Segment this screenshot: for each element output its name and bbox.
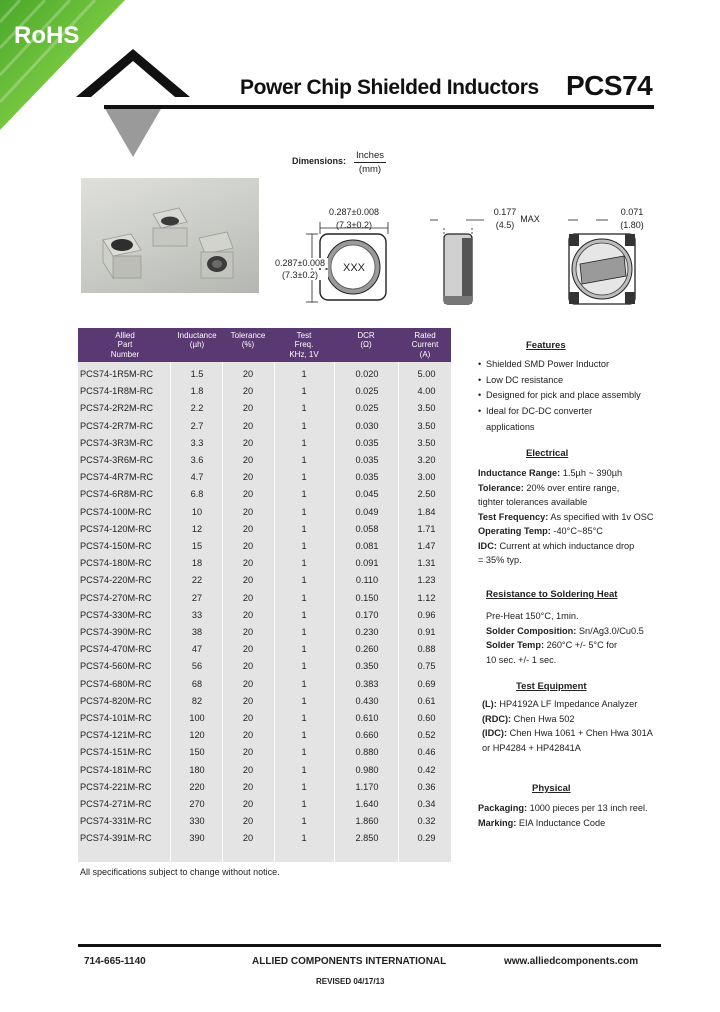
dcr-cell: 1.860	[355, 816, 379, 827]
test-freq-cell: 1	[301, 799, 307, 809]
dcr-cell: 0.025	[355, 403, 379, 414]
pad-mm: (1.80)	[620, 220, 644, 230]
table-row	[78, 676, 451, 692]
inductance-cell: 12	[191, 523, 203, 534]
dcr-cell: 0.110	[355, 575, 379, 586]
dcr-cell: 0.025	[355, 386, 379, 397]
table-row	[78, 521, 451, 537]
photo-inductor-right	[199, 232, 233, 278]
unit-inches: Inches	[356, 150, 384, 161]
side-view-drawing	[426, 214, 486, 306]
part-number-cell: PCS74-121M-RC	[80, 730, 152, 741]
inductance-cell: 330	[189, 816, 205, 827]
feature-item: • Shielded SMD Power Inductor	[478, 357, 641, 373]
test-freq-cell: 1	[301, 558, 307, 569]
test-freq-cell: 1	[301, 420, 307, 431]
test-freq-cell: 1	[301, 592, 307, 603]
rated-current-cell: 1.23	[417, 575, 436, 586]
rated-current-cell: 4.00	[417, 386, 436, 397]
inductance-cell: 3.3	[190, 437, 204, 448]
feature-item: • Designed for pick and place assembly	[478, 388, 641, 404]
inductance-cell: 2.2	[190, 403, 204, 414]
feature-item: • Ideal for DC-DC converter	[478, 404, 641, 420]
test-freq-cell: 1	[301, 730, 307, 741]
tolerance-cell: 20	[242, 420, 254, 431]
dcr-cell: 0.058	[355, 523, 379, 534]
dcr-cell: 0.260	[355, 644, 379, 655]
footer-phone[interactable]: 714-665-1140	[84, 956, 146, 967]
title-rule	[104, 105, 654, 109]
test-freq-cell: 1	[301, 386, 307, 397]
table-row	[78, 435, 451, 451]
dcr-cell: 0.049	[355, 506, 379, 517]
table-row	[78, 469, 451, 485]
thickness-inches: 0.177	[493, 207, 517, 217]
part-number-cell: PCS74-181M-RC	[80, 764, 152, 775]
rated-current-cell: 3.50	[417, 403, 436, 414]
table-row	[78, 624, 451, 640]
dcr-cell: 1.170	[355, 781, 379, 792]
pad-inches: 0.071	[620, 207, 644, 217]
header-test-freq: Test Freq. KHz, 1V	[289, 331, 319, 359]
tolerance-cell: 20	[242, 747, 254, 758]
table-row	[78, 710, 451, 726]
test-freq-cell: 1	[301, 437, 307, 448]
dcr-cell: 0.091	[355, 558, 379, 569]
test-freq-cell: 1	[301, 713, 307, 723]
rated-current-cell: 0.29	[417, 833, 436, 844]
part-number-cell: PCS74-150M-RC	[80, 541, 152, 551]
test-freq-cell: 1	[301, 489, 307, 500]
dcr-cell: 0.030	[355, 420, 379, 431]
height-dimension-line	[304, 232, 318, 304]
part-number-cell: PCS74-331M-RC	[80, 816, 152, 827]
part-number-cell: PCS74-330M-RC	[80, 609, 152, 620]
features-heading: Features	[526, 340, 566, 351]
inductance-cell: 3.6	[190, 455, 204, 465]
part-number-cell: PCS74-3R3M-RC	[80, 437, 154, 448]
rated-current-cell: 0.96	[417, 609, 436, 620]
inductance-cell: 220	[189, 781, 205, 792]
test-freq-cell: 1	[301, 695, 307, 706]
part-number-cell: PCS74-390M-RC	[80, 627, 152, 637]
table-row	[78, 744, 451, 760]
part-number-cell: PCS74-221M-RC	[80, 781, 152, 792]
rated-current-cell: 1.31	[417, 558, 436, 569]
part-number-cell: PCS74-1R5M-RC	[80, 369, 154, 379]
electrical-specs: Inductance Range: 1.5µh ~ 390µh Tolerance: 20% over entire range, tighter tolerances available Test Frequency: As specified with 1v OSC Operating Temp: -40°C~85°C IDC: Current at which inductance drop = 35% typ.	[478, 468, 654, 565]
test-freq-cell: 1	[301, 609, 307, 620]
dcr-cell: 0.660	[355, 730, 379, 741]
part-number-cell: PCS74-680M-RC	[80, 678, 152, 689]
tolerance-cell: 20	[242, 781, 254, 792]
dcr-cell: 0.035	[355, 437, 379, 448]
rated-current-cell: 0.36	[417, 781, 436, 792]
inductance-cell: 1.8	[190, 386, 204, 397]
header-inductance: Inductance (µh)	[177, 331, 217, 350]
table-row	[78, 538, 451, 554]
rated-current-cell: 0.60	[417, 713, 436, 723]
soldering-heading: Resistance to Soldering Heat	[486, 589, 618, 600]
dcr-cell: 0.150	[355, 592, 379, 603]
test-freq-cell: 1	[301, 816, 307, 827]
table-row	[78, 590, 451, 606]
table-row	[78, 658, 451, 674]
dcr-cell: 2.850	[355, 833, 379, 844]
soldering-specs: Pre-Heat 150°C, 1min. Solder Composition: Sn/Ag3.0/Cu0.5 Solder Temp: 260°C +/- 5°C for 10 sec. +/- 1 sec.	[486, 611, 644, 665]
inductance-cell: 180	[189, 764, 205, 775]
rated-current-cell: 0.46	[417, 747, 436, 758]
test-freq-cell: 1	[301, 575, 307, 586]
table-row	[78, 693, 451, 709]
tolerance-cell: 20	[242, 644, 254, 655]
dcr-cell: 0.170	[355, 609, 379, 620]
photo-inductor-left	[103, 234, 141, 278]
top-view-marking: XXX	[342, 262, 365, 274]
inductance-cell: 15	[191, 541, 203, 551]
dcr-cell: 0.230	[355, 627, 379, 637]
table-row	[78, 727, 451, 743]
tolerance-cell: 20	[242, 713, 254, 723]
test-freq-cell: 1	[301, 523, 307, 534]
test-freq-cell: 1	[301, 764, 307, 775]
dcr-cell: 0.430	[355, 695, 379, 706]
part-number-cell: PCS74-560M-RC	[80, 661, 152, 672]
inductance-cell: 18	[191, 558, 203, 569]
test-freq-cell: 1	[301, 627, 307, 637]
footer-company: ALLIED COMPONENTS INTERNATIONAL	[252, 956, 447, 967]
dimensions-unit-fraction	[354, 150, 386, 175]
header-part-number: Allied Part Number	[110, 331, 140, 359]
footer-website-link[interactable]: www.alliedcomponents.com	[504, 956, 639, 967]
tolerance-cell: 20	[242, 386, 254, 397]
tolerance-cell: 20	[242, 541, 254, 551]
tolerance-cell: 20	[242, 455, 254, 465]
rated-current-cell: 0.52	[417, 730, 436, 741]
header-tolerance: Tolerance (%)	[230, 331, 266, 350]
inductance-cell: 38	[191, 627, 203, 637]
inductance-cell: 120	[189, 730, 205, 741]
rated-current-cell: 0.75	[417, 661, 436, 672]
width-mm: (7.3±0.2)	[336, 220, 372, 230]
test-freq-cell: 1	[301, 472, 307, 483]
inductance-cell: 150	[189, 747, 205, 758]
dcr-cell: 0.020	[355, 369, 379, 379]
rated-current-cell: 5.00	[417, 369, 436, 379]
rated-current-cell: 0.42	[417, 764, 436, 775]
test-freq-cell: 1	[301, 506, 307, 517]
tolerance-cell: 20	[242, 764, 254, 775]
thickness-max: MAX	[520, 214, 540, 224]
tolerance-cell: 20	[242, 506, 254, 517]
tolerance-cell: 20	[242, 369, 254, 379]
test-freq-cell: 1	[301, 678, 307, 689]
part-number-cell: PCS74-271M-RC	[80, 799, 152, 809]
dcr-cell: 0.980	[355, 764, 379, 775]
inductance-cell: 4.7	[190, 472, 204, 483]
rated-current-cell: 3.50	[417, 437, 436, 448]
table-row	[78, 762, 451, 778]
part-number-cell: PCS74-6R8M-RC	[80, 489, 154, 500]
header-dcr: DCR (Ω)	[357, 331, 375, 350]
test-freq-cell: 1	[301, 747, 307, 758]
tolerance-cell: 20	[242, 730, 254, 741]
rated-current-cell: 1.12	[417, 592, 436, 603]
tolerance-cell: 20	[242, 609, 254, 620]
inductance-cell: 10	[191, 506, 203, 517]
table-row	[78, 830, 451, 846]
feature-item: • Low DC resistance	[478, 373, 641, 389]
table-row	[78, 504, 451, 520]
tolerance-cell: 20	[242, 695, 254, 706]
tolerance-cell: 20	[242, 799, 254, 809]
inductance-cell: 270	[189, 799, 205, 809]
test-equipment-specs: (L): HP4192A LF Impedance Analyzer (RDC): Chen Hwa 502 (IDC): Chen Hwa 1061 + Chen Hwa 301A or HP4284 + HP42841A	[482, 699, 653, 753]
tolerance-cell: 20	[242, 558, 254, 569]
allied-logo	[74, 47, 192, 159]
inductance-cell: 82	[191, 695, 203, 706]
rated-current-cell: 0.61	[417, 695, 436, 706]
physical-specs: Packaging: 1000 pieces per 13 inch reel. Marking: EIA Inductance Code	[478, 803, 648, 828]
table-row	[78, 572, 451, 588]
test-freq-cell: 1	[301, 541, 307, 551]
table-row	[78, 452, 451, 468]
table-row	[78, 555, 451, 571]
part-number-cell: PCS74-270M-RC	[80, 592, 152, 603]
tolerance-cell: 20	[242, 489, 254, 500]
test-freq-cell: 1	[301, 403, 307, 414]
spec-table-header	[78, 328, 451, 362]
dimensions-label: Dimensions:	[292, 156, 347, 166]
product-photo	[81, 178, 259, 293]
dcr-cell: 1.640	[355, 799, 379, 809]
tolerance-cell: 20	[242, 833, 254, 844]
table-row	[78, 641, 451, 657]
dcr-cell: 0.880	[355, 747, 379, 758]
part-number-title: PCS74	[566, 70, 653, 101]
rated-current-cell: 2.50	[417, 489, 436, 500]
table-row	[78, 366, 451, 382]
part-number-cell: PCS74-820M-RC	[80, 695, 152, 706]
table-row	[78, 779, 451, 795]
dcr-cell: 0.045	[355, 489, 379, 500]
part-number-cell: PCS74-180M-RC	[80, 558, 152, 569]
test-freq-cell: 1	[301, 833, 307, 844]
inductance-cell: 33	[191, 609, 203, 620]
inductance-cell: 6.8	[190, 489, 204, 500]
table-row	[78, 418, 451, 434]
footer-rule	[78, 944, 661, 947]
part-number-cell: PCS74-220M-RC	[80, 575, 152, 586]
feature-item-continued: applications	[486, 422, 535, 432]
disclaimer-note: All specifications subject to change without notice.	[80, 867, 280, 877]
rated-current-cell: 3.00	[417, 472, 436, 483]
rated-current-cell: 3.50	[417, 420, 436, 431]
rated-current-cell: 0.69	[417, 678, 436, 689]
part-number-cell: PCS74-101M-RC	[80, 713, 152, 723]
test-freq-cell: 1	[301, 369, 307, 379]
width-inches: 0.287±0.008	[329, 207, 379, 217]
dcr-cell: 0.383	[355, 678, 379, 689]
tolerance-cell: 20	[242, 472, 254, 483]
inductance-cell: 27	[191, 592, 203, 603]
table-row	[78, 813, 451, 829]
rohs-label: RoHS	[14, 22, 80, 49]
tolerance-cell: 20	[242, 627, 254, 637]
part-number-cell: PCS74-3R6M-RC	[80, 455, 154, 465]
dcr-cell: 0.610	[355, 713, 379, 723]
footer-revised: REVISED 04/17/13	[316, 977, 385, 986]
table-row	[78, 400, 451, 416]
tolerance-cell: 20	[242, 523, 254, 534]
unit-mm: (mm)	[358, 164, 382, 175]
dcr-cell: 0.035	[355, 455, 379, 465]
part-number-cell: PCS74-1R8M-RC	[80, 386, 154, 397]
part-number-cell: PCS74-100M-RC	[80, 506, 152, 517]
rated-current-cell: 0.88	[417, 644, 436, 655]
table-row	[78, 796, 451, 812]
test-freq-cell: 1	[301, 644, 307, 655]
tolerance-cell: 20	[242, 678, 254, 689]
inductance-cell: 100	[189, 713, 205, 723]
inductance-cell: 47	[191, 644, 203, 655]
electrical-heading: Electrical	[526, 448, 569, 459]
inductance-cell: 390	[189, 833, 205, 844]
inductance-cell: 1.5	[190, 369, 204, 379]
photo-inductor-back	[153, 208, 187, 246]
table-row	[78, 383, 451, 399]
tolerance-cell: 20	[242, 592, 254, 603]
part-number-cell: PCS74-4R7M-RC	[80, 472, 154, 483]
rated-current-cell: 1.47	[417, 541, 436, 551]
tolerance-cell: 20	[242, 437, 254, 448]
tolerance-cell: 20	[242, 403, 254, 414]
rated-current-cell: 1.71	[417, 523, 436, 534]
header-rated-current: Rated Current (A)	[411, 331, 439, 359]
tolerance-cell: 20	[242, 816, 254, 827]
part-number-cell: PCS74-120M-RC	[80, 523, 152, 534]
table-row	[78, 607, 451, 623]
tolerance-cell: 20	[242, 661, 254, 672]
test-equipment-heading: Test Equipment	[516, 681, 587, 692]
features-list	[478, 357, 641, 419]
inductance-cell: 56	[191, 661, 203, 672]
part-number-cell: PCS74-151M-RC	[80, 747, 152, 758]
inductance-cell: 22	[191, 575, 203, 586]
height-inches: 0.287±0.008	[272, 258, 328, 268]
inductance-cell: 68	[191, 678, 203, 689]
rated-current-cell: 0.32	[417, 816, 436, 827]
test-freq-cell: 1	[301, 661, 307, 672]
dcr-cell: 0.350	[355, 661, 379, 672]
part-number-cell: PCS74-2R2M-RC	[80, 403, 154, 414]
spec-table	[78, 328, 451, 862]
dcr-cell: 0.081	[355, 541, 379, 551]
height-mm: (7.3±0.2)	[272, 270, 328, 280]
dcr-cell: 0.035	[355, 472, 379, 483]
rated-current-cell: 3.20	[417, 455, 436, 465]
table-row	[78, 486, 451, 502]
test-freq-cell: 1	[301, 455, 307, 465]
part-number-cell: PCS74-391M-RC	[80, 833, 152, 844]
tolerance-cell: 20	[242, 575, 254, 586]
thickness-mm: (4.5)	[495, 220, 515, 230]
test-freq-cell: 1	[301, 781, 307, 792]
rated-current-cell: 0.34	[417, 799, 436, 809]
page-title: Power Chip Shielded Inductors	[240, 76, 539, 99]
rated-current-cell: 1.84	[417, 506, 436, 517]
rated-current-cell: 0.91	[417, 627, 436, 637]
physical-heading: Physical	[532, 783, 571, 794]
inductance-cell: 2.7	[190, 420, 204, 431]
part-number-cell: PCS74-470M-RC	[80, 644, 152, 655]
part-number-cell: PCS74-2R7M-RC	[80, 420, 154, 431]
